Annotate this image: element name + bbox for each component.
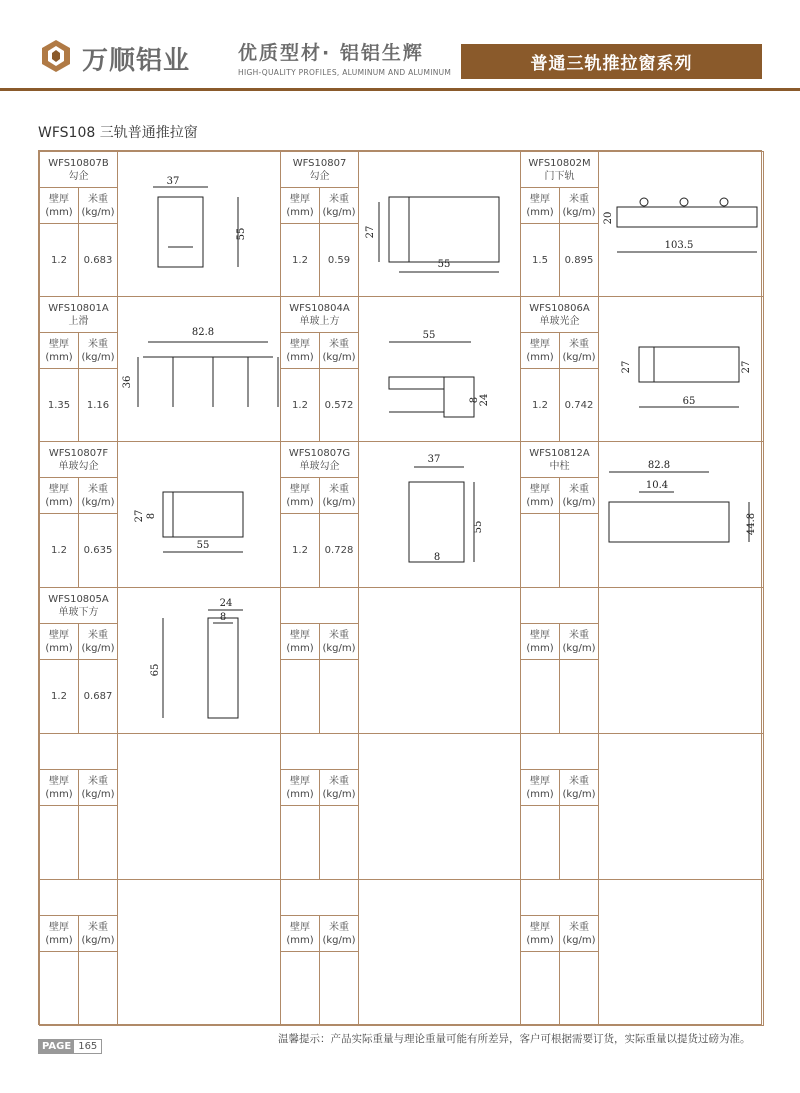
thickness-header bbox=[280, 187, 320, 224]
thickness-label: 壁厚 (mm) bbox=[286, 775, 314, 800]
profile-drawing-cell bbox=[358, 879, 521, 1026]
profile-drawing-cell bbox=[598, 441, 764, 588]
slogan-en: HIGH-QUALITY PROFILES, ALUMINUM AND ALUMINUM bbox=[238, 68, 452, 77]
page-number: 165 bbox=[78, 1041, 98, 1052]
dimension-label: 55 bbox=[196, 540, 210, 551]
thickness-value bbox=[520, 659, 560, 734]
weight-header bbox=[319, 332, 359, 369]
thickness-value bbox=[39, 513, 79, 588]
weight-value-text: 0.895 bbox=[564, 254, 594, 266]
dimension-label: 44.8 bbox=[746, 512, 757, 536]
dimension-label: 55 bbox=[422, 330, 436, 341]
weight-label: 米重 (kg/m) bbox=[322, 338, 356, 363]
weight-value-text: 0.572 bbox=[324, 399, 354, 411]
profile-outline bbox=[389, 377, 444, 389]
thickness-header bbox=[520, 187, 560, 224]
weight-value-text: 0.683 bbox=[83, 254, 113, 266]
profile-drawing bbox=[359, 297, 519, 440]
weight-label: 米重 (kg/m) bbox=[322, 629, 356, 654]
weight-value bbox=[319, 223, 359, 297]
profile-drawing-cell bbox=[598, 879, 764, 1026]
weight-value-text: 0.687 bbox=[83, 691, 113, 702]
profile-code-cell bbox=[520, 879, 599, 916]
thickness-value bbox=[39, 223, 79, 297]
thickness-header bbox=[280, 477, 320, 514]
weight-value bbox=[78, 368, 118, 442]
thickness-value bbox=[520, 368, 560, 442]
weight-header bbox=[78, 187, 118, 224]
weight-label: 米重 (kg/m) bbox=[81, 338, 115, 363]
thickness-label: 壁厚 (mm) bbox=[286, 483, 314, 508]
dimension-label: 37 bbox=[166, 176, 180, 187]
profile-name: 勾企 bbox=[309, 170, 330, 182]
dimension-label: 8 bbox=[146, 512, 157, 520]
thickness-header bbox=[39, 477, 79, 514]
weight-header bbox=[78, 915, 118, 952]
profile-drawing bbox=[118, 152, 279, 295]
profile-code: WFS10804A bbox=[289, 302, 350, 314]
weight-value bbox=[319, 368, 359, 442]
thickness-value bbox=[39, 368, 79, 442]
brand-name: 万顺铝业 bbox=[82, 46, 191, 76]
weight-header bbox=[559, 623, 599, 660]
profile-name: 中柱 bbox=[549, 460, 570, 472]
thickness-label: 壁厚 (mm) bbox=[45, 629, 73, 654]
thickness-value bbox=[39, 951, 79, 1026]
weight-header bbox=[559, 477, 599, 514]
thickness-value-text: 1.2 bbox=[292, 254, 308, 266]
weight-value bbox=[78, 513, 118, 588]
weight-label: 米重 (kg/m) bbox=[562, 921, 596, 946]
profile-code-cell bbox=[280, 151, 359, 188]
profile-name: 单玻上方 bbox=[299, 315, 340, 327]
thickness-header bbox=[39, 769, 79, 806]
thickness-header bbox=[520, 623, 560, 660]
profile-drawing-cell bbox=[117, 879, 281, 1026]
dimension-label: 65 bbox=[682, 396, 696, 407]
profile-code-cell bbox=[39, 441, 118, 478]
dimension-label: 36 bbox=[122, 375, 133, 389]
profile-drawing-cell bbox=[117, 733, 281, 880]
weight-value bbox=[78, 951, 118, 1026]
profile-outline bbox=[617, 207, 757, 227]
weight-header bbox=[319, 477, 359, 514]
dimension-label: 27 bbox=[741, 360, 752, 374]
thickness-label: 壁厚 (mm) bbox=[526, 629, 554, 654]
profile-name: 单玻勾企 bbox=[58, 460, 99, 472]
weight-label: 米重 (kg/m) bbox=[562, 629, 596, 654]
profile-code: WFS10807 bbox=[292, 157, 347, 169]
profile-outline bbox=[609, 502, 729, 542]
thickness-label: 壁厚 (mm) bbox=[526, 193, 554, 218]
profile-code-cell bbox=[280, 587, 359, 624]
profile-drawing-cell bbox=[358, 733, 521, 880]
footer-note: 温馨提示：产品实际重量与理论重量可能有所差异，客户可根据需要订货，实际重量以提货过磅为准。 bbox=[278, 1033, 751, 1045]
profile-code-cell bbox=[280, 441, 359, 478]
profile-hook bbox=[640, 198, 648, 206]
thickness-label: 壁厚 (mm) bbox=[45, 338, 73, 363]
thickness-value-text: 1.5 bbox=[532, 254, 548, 266]
thickness-header bbox=[280, 332, 320, 369]
thickness-label: 壁厚 (mm) bbox=[526, 775, 554, 800]
page-indicator bbox=[38, 1039, 102, 1054]
weight-header bbox=[319, 915, 359, 952]
thickness-header bbox=[39, 623, 79, 660]
profile-drawing-cell bbox=[117, 296, 281, 442]
profile-code-cell bbox=[520, 733, 599, 770]
thickness-value bbox=[520, 513, 560, 588]
profile-hook bbox=[720, 198, 728, 206]
dimension-label: 24 bbox=[479, 393, 490, 407]
weight-value bbox=[559, 223, 599, 297]
profile-code-cell bbox=[280, 879, 359, 916]
weight-value bbox=[78, 659, 118, 734]
profile-hook bbox=[680, 198, 688, 206]
profile-drawing-cell bbox=[358, 587, 521, 734]
thickness-value bbox=[280, 659, 320, 734]
weight-value-text: 0.635 bbox=[83, 545, 113, 556]
thickness-header bbox=[39, 187, 79, 224]
profile-drawing-cell bbox=[598, 151, 764, 297]
thickness-header bbox=[39, 915, 79, 952]
thickness-header bbox=[520, 477, 560, 514]
weight-label: 米重 (kg/m) bbox=[81, 193, 115, 218]
dimension-label: 24 bbox=[219, 598, 233, 609]
profile-name: 勾企 bbox=[68, 170, 89, 182]
profile-drawing bbox=[359, 152, 519, 295]
thickness-value bbox=[280, 223, 320, 297]
profile-outline bbox=[389, 197, 499, 262]
weight-value-text: 1.16 bbox=[86, 399, 110, 411]
thickness-label: 壁厚 (mm) bbox=[45, 193, 73, 218]
weight-label: 米重 (kg/m) bbox=[562, 483, 596, 508]
dimension-label: 55 bbox=[473, 520, 484, 534]
thickness-label: 壁厚 (mm) bbox=[526, 483, 554, 508]
profile-code-cell bbox=[520, 587, 599, 624]
profile-drawing-cell bbox=[598, 296, 764, 442]
dimension-label: 10.4 bbox=[645, 480, 669, 491]
weight-value bbox=[319, 805, 359, 880]
profile-code: WFS10807B bbox=[48, 157, 109, 169]
weight-label: 米重 (kg/m) bbox=[322, 193, 356, 218]
thickness-value-text: 1.2 bbox=[292, 545, 308, 556]
weight-value-text: 0.59 bbox=[327, 254, 351, 266]
weight-value bbox=[78, 223, 118, 297]
weight-label: 米重 (kg/m) bbox=[81, 921, 115, 946]
profile-drawing-cell bbox=[358, 296, 521, 442]
profile-drawing bbox=[599, 442, 762, 586]
profile-name: 上滑 bbox=[68, 315, 89, 327]
profile-drawing bbox=[599, 152, 762, 295]
profile-drawing bbox=[359, 442, 519, 586]
profile-outline bbox=[409, 482, 464, 562]
thickness-value-text: 1.2 bbox=[532, 399, 548, 411]
thickness-value bbox=[39, 659, 79, 734]
weight-header bbox=[78, 477, 118, 514]
weight-value bbox=[559, 659, 599, 734]
dimension-label: 8 bbox=[433, 552, 441, 563]
profile-outline bbox=[158, 197, 203, 267]
thickness-header bbox=[520, 769, 560, 806]
profile-table bbox=[38, 150, 762, 1025]
weight-header bbox=[559, 769, 599, 806]
profile-outline bbox=[163, 492, 243, 537]
profile-code: WFS10806A bbox=[529, 302, 590, 314]
weight-header bbox=[559, 915, 599, 952]
thickness-value bbox=[280, 368, 320, 442]
weight-header bbox=[319, 187, 359, 224]
thickness-value bbox=[520, 951, 560, 1026]
dimension-label: 65 bbox=[150, 663, 161, 677]
series-title: 普通三轨推拉窗系列 bbox=[461, 44, 762, 79]
weight-label: 米重 (kg/m) bbox=[322, 775, 356, 800]
thickness-header bbox=[520, 915, 560, 952]
thickness-value bbox=[520, 223, 560, 297]
dimension-label: 82.8 bbox=[191, 327, 215, 338]
thickness-label: 壁厚 (mm) bbox=[286, 338, 314, 363]
thickness-value bbox=[280, 805, 320, 880]
profile-name: 单玻勾企 bbox=[299, 460, 340, 472]
weight-value-text: 0.742 bbox=[564, 399, 594, 411]
profile-drawing bbox=[599, 297, 762, 440]
dimension-label: 55 bbox=[437, 259, 451, 270]
weight-value bbox=[559, 513, 599, 588]
weight-value bbox=[559, 951, 599, 1026]
profile-drawing-cell bbox=[117, 587, 281, 734]
weight-label: 米重 (kg/m) bbox=[81, 629, 115, 654]
profile-code: WFS10812A bbox=[529, 447, 590, 459]
weight-header bbox=[78, 332, 118, 369]
profile-code: WFS10807F bbox=[48, 447, 109, 459]
thickness-value-text: 1.35 bbox=[47, 399, 71, 411]
thickness-value-text: 1.2 bbox=[51, 545, 67, 556]
weight-value bbox=[559, 805, 599, 880]
profile-code-cell bbox=[39, 296, 118, 333]
profile-code-cell bbox=[520, 151, 599, 188]
profile-code-cell bbox=[39, 151, 118, 188]
profile-drawing-cell bbox=[117, 151, 281, 297]
weight-header bbox=[559, 332, 599, 369]
weight-label: 米重 (kg/m) bbox=[81, 775, 115, 800]
profile-code-cell bbox=[39, 733, 118, 770]
dimension-label: 20 bbox=[603, 211, 614, 225]
weight-value bbox=[319, 659, 359, 734]
dimension-label: 8 bbox=[469, 396, 480, 404]
weight-label: 米重 (kg/m) bbox=[81, 483, 115, 508]
dimension-label: 27 bbox=[621, 360, 632, 374]
profile-code: WFS10805A bbox=[48, 593, 109, 605]
weight-value bbox=[319, 951, 359, 1026]
weight-label: 米重 (kg/m) bbox=[322, 483, 356, 508]
dimension-label: 55 bbox=[236, 227, 247, 241]
weight-value-text: 0.728 bbox=[324, 545, 354, 556]
profile-drawing bbox=[118, 588, 279, 732]
brand-logo-icon bbox=[38, 38, 74, 74]
thickness-value-text: 1.2 bbox=[292, 399, 308, 411]
dimension-label: 8 bbox=[219, 612, 227, 623]
profile-drawing-cell bbox=[358, 441, 521, 588]
thickness-value bbox=[39, 805, 79, 880]
profile-code: WFS10802M bbox=[528, 157, 591, 169]
profile-code-cell bbox=[280, 733, 359, 770]
dimension-label: 37 bbox=[427, 454, 441, 465]
thickness-label: 壁厚 (mm) bbox=[286, 921, 314, 946]
thickness-header bbox=[280, 769, 320, 806]
page-label: PAGE bbox=[39, 1040, 74, 1053]
thickness-label: 壁厚 (mm) bbox=[286, 629, 314, 654]
thickness-value bbox=[280, 513, 320, 588]
profile-code-cell bbox=[520, 296, 599, 333]
weight-header bbox=[319, 623, 359, 660]
thickness-header bbox=[39, 332, 79, 369]
thickness-header bbox=[280, 915, 320, 952]
profile-drawing-cell bbox=[358, 151, 521, 297]
weight-value bbox=[78, 805, 118, 880]
thickness-label: 壁厚 (mm) bbox=[45, 921, 73, 946]
weight-value bbox=[319, 513, 359, 588]
profile-name: 单玻光企 bbox=[539, 315, 580, 327]
weight-header bbox=[559, 187, 599, 224]
profile-code-cell bbox=[280, 296, 359, 333]
thickness-value-text: 1.2 bbox=[51, 254, 67, 266]
profile-name: 单玻下方 bbox=[58, 606, 99, 618]
thickness-header bbox=[280, 623, 320, 660]
profile-drawing-cell bbox=[117, 441, 281, 588]
weight-header bbox=[78, 623, 118, 660]
dimension-label: 103.5 bbox=[664, 240, 694, 251]
profile-code-cell bbox=[39, 587, 118, 624]
weight-header bbox=[319, 769, 359, 806]
weight-label: 米重 (kg/m) bbox=[562, 775, 596, 800]
profile-drawing bbox=[118, 442, 279, 586]
profile-code-cell bbox=[520, 441, 599, 478]
thickness-header bbox=[520, 332, 560, 369]
thickness-label: 壁厚 (mm) bbox=[526, 921, 554, 946]
weight-label: 米重 (kg/m) bbox=[322, 921, 356, 946]
thickness-value bbox=[520, 805, 560, 880]
profile-code: WFS10807G bbox=[288, 447, 351, 459]
profile-drawing-cell bbox=[598, 733, 764, 880]
profile-drawing-cell bbox=[598, 587, 764, 734]
page-header bbox=[0, 0, 800, 92]
thickness-label: 壁厚 (mm) bbox=[45, 775, 73, 800]
weight-label: 米重 (kg/m) bbox=[562, 338, 596, 363]
profile-drawing bbox=[118, 297, 279, 440]
weight-label: 米重 (kg/m) bbox=[562, 193, 596, 218]
profile-code-cell bbox=[39, 879, 118, 916]
thickness-label: 壁厚 (mm) bbox=[286, 193, 314, 218]
thickness-value bbox=[280, 951, 320, 1026]
thickness-label: 壁厚 (mm) bbox=[526, 338, 554, 363]
thickness-label: 壁厚 (mm) bbox=[45, 483, 73, 508]
dimension-label: 27 bbox=[134, 509, 145, 523]
weight-value bbox=[559, 368, 599, 442]
doc-title: WFS108 三轨普通推拉窗 bbox=[38, 125, 198, 141]
thickness-value-text: 1.2 bbox=[51, 691, 67, 702]
profile-code: WFS10801A bbox=[48, 302, 109, 314]
profile-name: 门下轨 bbox=[544, 170, 575, 182]
dimension-label: 27 bbox=[365, 225, 376, 239]
profile-outline bbox=[208, 618, 238, 718]
dimension-label: 82.8 bbox=[647, 460, 671, 471]
weight-header bbox=[78, 769, 118, 806]
header-divider bbox=[0, 88, 800, 91]
slogan: 优质型材· 铝铝生辉 bbox=[238, 42, 424, 64]
